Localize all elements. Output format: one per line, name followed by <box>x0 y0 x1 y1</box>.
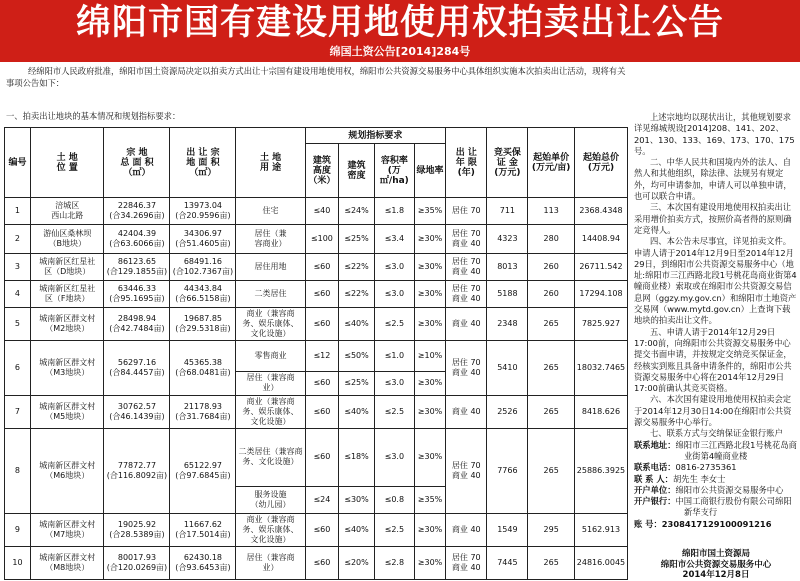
table-row <box>5 514 628 547</box>
signature-date: 2014年12月8日 <box>682 570 750 581</box>
cell-total-area: 19025.92 (合28.5389亩) <box>104 514 170 547</box>
cell-total-area: 86123.65 (合129.1855亩) <box>104 254 170 281</box>
cell-deposit: 4323 <box>487 225 528 254</box>
cell-sale-area: 21178.93 (合31.7684亩) <box>170 395 236 428</box>
cell-start-unit: 265 <box>528 547 575 580</box>
header-green: 绿地率 <box>414 144 445 198</box>
address-value: 绵阳市三江西路北段1号桃花岛商业街第4幢商业楼 <box>675 439 797 461</box>
side-para-5: 五、申请人请于2014年12月29日17:00前，向绵阳市公共资源交易服务中心提交书面申请，并按规定交纳竞买保证金，经核实到账且具备申请条件的，绵阳市公共资源交易服务中心将在2014年12月29日17:00前确认其竞买资格。 <box>634 326 792 394</box>
header-start-unit: 起始单价 (万元/亩) <box>528 128 575 198</box>
account-value: 2308417129100091216 <box>661 518 772 529</box>
header-deposit: 竞买保 证 金 (万元) <box>487 128 528 198</box>
cell-no: 9 <box>5 514 31 547</box>
cell-no: 5 <box>5 308 31 341</box>
contact-value: 胡先生 李女士 <box>672 473 726 484</box>
holder-row <box>634 485 798 496</box>
cell-far: ≤3.0 <box>374 281 414 308</box>
side-para-1: 上述宗地均以现状出让，其他规划要求详见绵城规设[2014]208、141、202、201、130、133、169、173、170、175号。 <box>634 112 795 156</box>
signature-org-1: 绵阳市国土资源局 <box>681 549 750 559</box>
cell-green: ≥30% <box>414 281 445 308</box>
cell-start-unit: 265 <box>528 428 575 513</box>
cell-use: 商业（兼容商 务、娱乐康体、 文化设施） <box>236 514 305 547</box>
cell-height: ≤24 <box>305 487 339 514</box>
cell-use: 居住（兼容商 业） <box>236 547 305 580</box>
cell-start-unit: 265 <box>528 341 575 396</box>
cell-total-area: 42404.39 (合63.6066亩) <box>104 225 170 254</box>
cell-start-unit: 265 <box>528 308 575 341</box>
cell-total-area: 22846.37 (合34.2696亩) <box>104 198 170 225</box>
cell-start-total: 18032.7465 <box>574 341 627 396</box>
cell-location: 城南新区群文村 （M3地块） <box>30 341 104 396</box>
cell-start-unit: 260 <box>528 281 575 308</box>
cell-sale-area: 13973.04 (合20.9596亩) <box>170 198 236 225</box>
cell-green: ≥35% <box>414 198 445 225</box>
cell-green: ≥35% <box>414 487 445 514</box>
cell-start-total: 8418.626 <box>574 395 627 428</box>
cell-start-total: 5162.913 <box>574 514 627 547</box>
cell-height: ≤40 <box>305 198 339 225</box>
table-row <box>5 281 628 308</box>
cell-green: ≥30% <box>414 225 445 254</box>
cell-start-total: 26711.542 <box>574 254 627 281</box>
cell-use: 居住（兼 容商业） <box>236 225 305 254</box>
signature-org-2: 绵阳市公共资源交易服务中心 <box>660 559 772 570</box>
header-sale-area: 出 让 宗 地 面 积 （㎡） <box>170 128 236 198</box>
cell-no: 8 <box>5 428 31 513</box>
cell-term: 居住 70 商业 40 <box>446 428 487 513</box>
cell-location: 城南新区群文村 （M5地块） <box>30 395 104 428</box>
header-banner <box>0 0 800 62</box>
cell-start-total: 14408.94 <box>574 225 627 254</box>
cell-total-area: 28498.94 (合42.7484亩) <box>104 308 170 341</box>
cell-total-area: 30762.57 (合46.1439亩) <box>104 395 170 428</box>
cell-far: ≤3.0 <box>374 254 414 281</box>
table-row <box>5 547 628 580</box>
cell-height: ≤60 <box>305 308 339 341</box>
header-planning: 规划指标要求 <box>305 128 446 144</box>
cell-green: ≥30% <box>414 547 445 580</box>
side-para-3: 三、本次国有建设用地使用权拍卖出让采用增价拍卖方式，按照价高者得的原则确定竞得人。 <box>634 202 792 235</box>
cell-use: 二类居住（兼容商 务、文化设施） <box>236 428 305 486</box>
cell-use: 住宅 <box>236 198 305 225</box>
table-row <box>5 225 628 254</box>
cell-total-area: 77872.77 (合116.8092亩) <box>104 428 170 513</box>
cell-location: 城南新区群文村 （M6地块） <box>30 428 104 513</box>
cell-use: 零售商业 <box>236 341 305 372</box>
cell-term: 居住 70 商业 40 <box>446 281 487 308</box>
cell-density: ≤25% <box>339 225 375 254</box>
signature-block <box>634 549 798 581</box>
table-row <box>5 198 628 225</box>
table-row <box>5 254 628 281</box>
cell-density: ≤50% <box>339 341 375 372</box>
cell-location: 城南新区群文村 （M2地块） <box>30 308 104 341</box>
phone-label: 联系电话： <box>634 462 676 473</box>
cell-height: ≤60 <box>305 547 339 580</box>
cell-green: ≥10% <box>414 341 445 372</box>
section-heading: 一、拍卖出让地块的基本情况和规划指标要求： <box>6 111 181 121</box>
cell-start-total: 7825.927 <box>574 308 627 341</box>
cell-start-unit: 280 <box>528 225 575 254</box>
holder-label: 开户单位： <box>634 484 676 495</box>
cell-deposit: 7766 <box>487 428 528 513</box>
cell-height: ≤60 <box>305 371 339 395</box>
cell-use: 服务设施 （幼儿园） <box>236 487 305 514</box>
phone-value: 0816-2735361 <box>675 462 737 473</box>
cell-term: 居住 70 <box>446 198 487 225</box>
cell-height: ≤100 <box>305 225 339 254</box>
side-para-2: 二、中华人民共和国境内外的法人、自然人和其他组织，除法律、法规另有规定外，均可申请参加，申请人可以单独申请，也可以联合申请。 <box>634 157 792 202</box>
table-row <box>5 428 628 486</box>
header-no: 编号 <box>5 128 31 198</box>
cell-far: ≤3.0 <box>374 371 414 395</box>
side-column <box>634 112 798 530</box>
cell-green: ≥30% <box>414 371 445 395</box>
cell-far: ≤2.5 <box>374 514 414 547</box>
cell-start-unit: 113 <box>528 198 575 225</box>
cell-deposit: 5410 <box>487 341 528 396</box>
cell-no: 10 <box>5 547 31 580</box>
cell-height: ≤60 <box>305 395 339 428</box>
cell-sale-area: 11667.62 (合17.5014亩) <box>170 514 236 547</box>
cell-green: ≥30% <box>414 514 445 547</box>
cell-far: ≤2.8 <box>374 547 414 580</box>
cell-height: ≤60 <box>305 514 339 547</box>
side-para-4: 四、本公告未尽事宜，详见拍卖文件。申请人请于2014年12月9日至2014年12月29日，到绵阳市公共资源交易服务中心（地址:绵阳市三江西路北段1号桃花岛商业街第4幢商业楼）索取或在绵阳市公共资源交易信息网（ggzy.my.gov.cn）和绵阳市土地资产交易网（www.mytd.gov.cn）上查询下载地块的拍卖出让文件。 <box>634 236 797 326</box>
header-density: 建筑 密度 <box>339 144 375 198</box>
cell-density: ≤40% <box>339 514 375 547</box>
table-row <box>5 395 628 428</box>
cell-far: ≤0.8 <box>374 487 414 514</box>
cell-density: ≤20% <box>339 547 375 580</box>
cell-density: ≤22% <box>339 281 375 308</box>
cell-height: ≤60 <box>305 281 339 308</box>
cell-sale-area: 45365.38 (合68.0481亩) <box>170 341 236 396</box>
cell-far: ≤3.0 <box>374 428 414 486</box>
cell-term: 居住 70 商业 40 <box>446 341 487 396</box>
table-row <box>5 341 628 372</box>
header-use: 土 地 用 途 <box>236 128 305 198</box>
header-term: 出 让 年 限 (年) <box>446 128 487 198</box>
cell-density: ≤24% <box>339 198 375 225</box>
cell-use: 商业（兼容商 务、娱乐康体、 文化设施） <box>236 395 305 428</box>
cell-start-unit: 295 <box>528 514 575 547</box>
bank-label: 开户银行： <box>634 496 676 507</box>
cell-location: 城南新区群文村 （M7地块） <box>30 514 104 547</box>
cell-start-unit: 260 <box>528 254 575 281</box>
cell-height: ≤60 <box>305 254 339 281</box>
cell-green: ≥30% <box>414 308 445 341</box>
cell-total-area: 56297.16 (合84.4457亩) <box>104 341 170 396</box>
cell-total-area: 63446.33 (合95.1695亩) <box>104 281 170 308</box>
header-location: 土 地 位 置 <box>30 128 104 198</box>
header-height: 建筑 高度 （米） <box>305 144 339 198</box>
cell-term: 商业 40 <box>446 308 487 341</box>
cell-location: 涪城区 西山北路 <box>30 198 104 225</box>
bank-row <box>634 496 798 519</box>
cell-deposit: 1549 <box>487 514 528 547</box>
cell-sale-area: 65122.97 (合97.6845亩) <box>170 428 236 513</box>
holder-value: 绵阳市公共资源交易服务中心 <box>675 484 784 495</box>
cell-no: 2 <box>5 225 31 254</box>
side-para-6: 六、本次国有建设用地使用权拍卖会定于2014年12月30日14:00在绵阳市公共资源交易服务中心举行。 <box>634 394 792 428</box>
cell-start-unit: 265 <box>528 395 575 428</box>
header-start-total: 起始总价 (万元) <box>574 128 627 198</box>
cell-far: ≤1.0 <box>374 341 414 372</box>
cell-total-area: 80017.93 (合120.0269亩) <box>104 547 170 580</box>
cell-term: 居住 70 商业 40 <box>446 547 487 580</box>
cell-deposit: 2348 <box>487 308 528 341</box>
cell-density: ≤25% <box>339 371 375 395</box>
cell-start-total: 24816.0045 <box>574 547 627 580</box>
cell-density: ≤40% <box>339 308 375 341</box>
cell-sale-area: 44343.84 (合66.5158亩) <box>170 281 236 308</box>
cell-location: 城南新区红星社 区（F地块） <box>30 281 104 308</box>
account-row <box>634 519 798 530</box>
cell-location: 游仙区桑林坝 （B地块） <box>30 225 104 254</box>
cell-no: 4 <box>5 281 31 308</box>
cell-use: 商业（兼容商 务、娱乐康体、 文化设施） <box>236 308 305 341</box>
cell-sale-area: 19687.85 (合29.5318亩) <box>170 308 236 341</box>
side-para-7: 七、联系方式与交纳保证金银行账户 <box>650 428 783 439</box>
intro-paragraph: 经绵阳市人民政府批准，绵阳市国土资源局决定以拍卖方式出让十宗国有建设用地使用权，绵阳市公共资源交易服务中心具体组织实施本次拍卖出让活动，现将有关事项公告如下： <box>6 66 626 88</box>
cell-start-total: 2368.4348 <box>574 198 627 225</box>
cell-sale-area: 62430.18 (合93.6453亩) <box>170 547 236 580</box>
cell-term: 居住 70 商业 40 <box>446 254 487 281</box>
cell-use: 二类居住 <box>236 281 305 308</box>
account-label: 账 号： <box>634 518 662 529</box>
cell-green: ≥30% <box>414 395 445 428</box>
cell-term: 商业 40 <box>446 395 487 428</box>
header-far: 容积率 (万㎡/ha) <box>374 144 414 198</box>
cell-no: 6 <box>5 341 31 396</box>
cell-use: 居住用地 <box>236 254 305 281</box>
cell-green: ≥30% <box>414 428 445 486</box>
cell-deposit: 7445 <box>487 547 528 580</box>
cell-density: ≤18% <box>339 428 375 486</box>
cell-term: 居住 70 商业 40 <box>446 225 487 254</box>
table-row <box>5 308 628 341</box>
contact-label: 联 系 人： <box>634 473 673 484</box>
header-total-area: 宗 地 总 面 积 （㎡） <box>104 128 170 198</box>
cell-start-total: 25886.3925 <box>574 428 627 513</box>
cell-no: 3 <box>5 254 31 281</box>
cell-term: 商业 40 <box>446 514 487 547</box>
cell-start-total: 17294.108 <box>574 281 627 308</box>
cell-sale-area: 34306.97 (合51.4605亩) <box>170 225 236 254</box>
cell-location: 城南新区群文村 （M8地块） <box>30 547 104 580</box>
contact-row <box>634 474 798 485</box>
cell-density: ≤40% <box>339 395 375 428</box>
cell-deposit: 2526 <box>487 395 528 428</box>
land-parcel-table <box>4 127 628 580</box>
cell-deposit: 5188 <box>487 281 528 308</box>
cell-height: ≤60 <box>305 428 339 486</box>
cell-far: ≤1.8 <box>374 198 414 225</box>
cell-green: ≥30% <box>414 254 445 281</box>
address-label: 联系地址： <box>634 439 676 450</box>
cell-density: ≤22% <box>339 254 375 281</box>
cell-deposit: 8013 <box>487 254 528 281</box>
bank-value: 中国工商银行股份有限公司绵阳新华支行 <box>675 496 792 518</box>
page-title: 绵阳市国有建设用地使用权拍卖出让公告 <box>75 3 724 43</box>
cell-deposit: 711 <box>487 198 528 225</box>
cell-far: ≤3.4 <box>374 225 414 254</box>
cell-no: 7 <box>5 395 31 428</box>
cell-use: 居住（兼容商 业） <box>236 371 305 395</box>
cell-no: 1 <box>5 198 31 225</box>
address-row <box>634 440 798 463</box>
cell-far: ≤2.5 <box>374 308 414 341</box>
cell-density: ≤30% <box>339 487 375 514</box>
announcement-number: 绵国土资公告[2014]284号 <box>329 45 471 58</box>
cell-height: ≤12 <box>305 341 339 372</box>
cell-location: 城南新区红星社 区（D地块） <box>30 254 104 281</box>
cell-sale-area: 68491.16 (合102.7367亩) <box>170 254 236 281</box>
phone-row <box>634 462 798 473</box>
cell-far: ≤2.5 <box>374 395 414 428</box>
